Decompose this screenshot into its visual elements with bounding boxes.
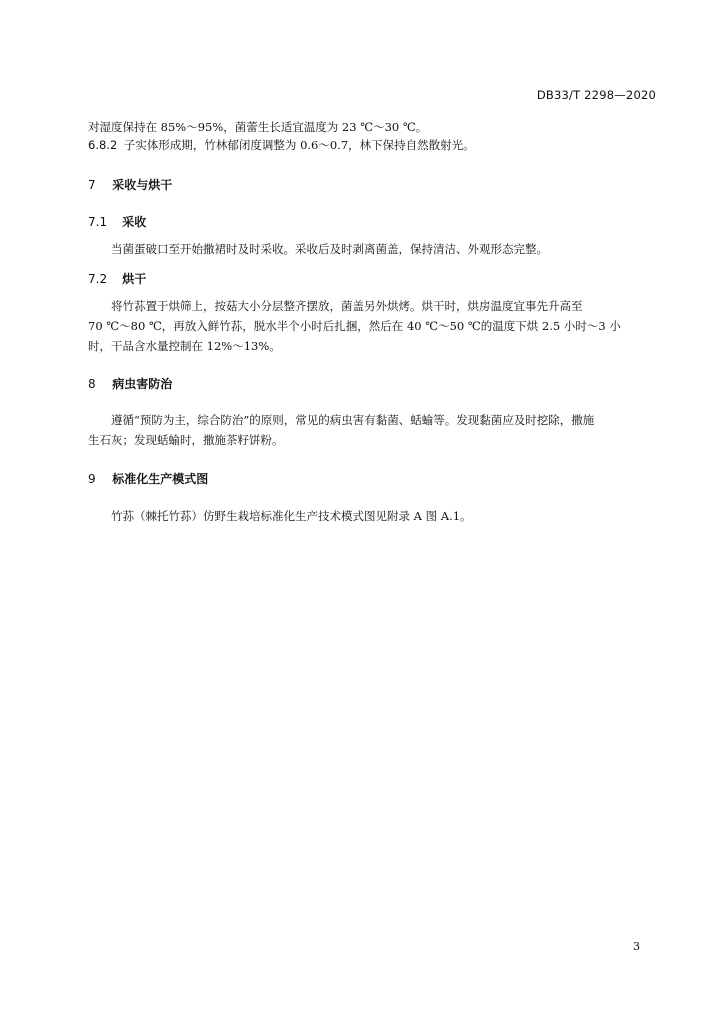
section-8-line-1: 遵循“预防为主，综合防治”的原则，常见的病虫害有黏菌、蛞蝓等。发现黏菌应及时挖除，撒施 [111, 413, 595, 427]
section-number: 7.2 [88, 272, 108, 286]
section-7-1-paragraph: 当菌蛋破口至开始撒裙时及时采收。采收后及时剥离菌盖，保持清洁、外观形态完整。 [111, 242, 548, 256]
section-title: 标准化生产模式图 [112, 472, 209, 486]
section-title: 采收 [122, 215, 147, 229]
section-title: 烘干 [122, 272, 147, 286]
page-number: 3 [633, 940, 640, 953]
section-8-line-2: 生石灰；发现蛞蝓时，撒施茶籽饼粉。 [88, 433, 284, 447]
section-number: 8 [88, 377, 96, 391]
section-7-2-line-1: 将竹荪置于烘筛上，按菇大小分层整齐摆放，菌盖另外烘烤。烘干时，烘房温度宜事先升高至 [111, 299, 583, 313]
clause-6-8-2 [88, 136, 656, 154]
section-9-heading [88, 470, 208, 488]
section-title: 采收与烘干 [112, 178, 173, 192]
section-number: 9 [88, 472, 96, 486]
document-code-header: DB33/T 2298—2020 [536, 88, 656, 102]
section-title: 病虫害防治 [112, 377, 173, 391]
section-number: 7 [88, 178, 96, 192]
section-7-2-line-3: 时，干品含水量控制在 12%～13%。 [88, 339, 281, 353]
continued-paragraph: 对湿度保持在 85%～95%，菌蕾生长适宜温度为 23 ℃～30 ℃。 [88, 120, 428, 134]
section-7-2-heading [88, 270, 146, 288]
section-7-1-heading [88, 213, 146, 231]
clause-text: 子实体形成期，竹林郁闭度调整为 0.6～0.7，林下保持自然散射光。 [123, 138, 475, 152]
section-7-heading [88, 176, 172, 194]
section-number: 7.1 [88, 215, 108, 229]
section-9-paragraph: 竹荪（棘托竹荪）仿野生栽培标准化生产技术模式图见附录 A 图 A.1。 [111, 509, 472, 523]
section-7-2-line-2: 70 ℃～80 ℃，再放入鲜竹荪，脱水半个小时后扎捆，然后在 40 ℃～50 ℃的温度下烘 2.5 小时～3 小 [88, 319, 621, 333]
section-8-heading [88, 375, 172, 393]
clause-number: 6.8.2 [88, 138, 118, 152]
